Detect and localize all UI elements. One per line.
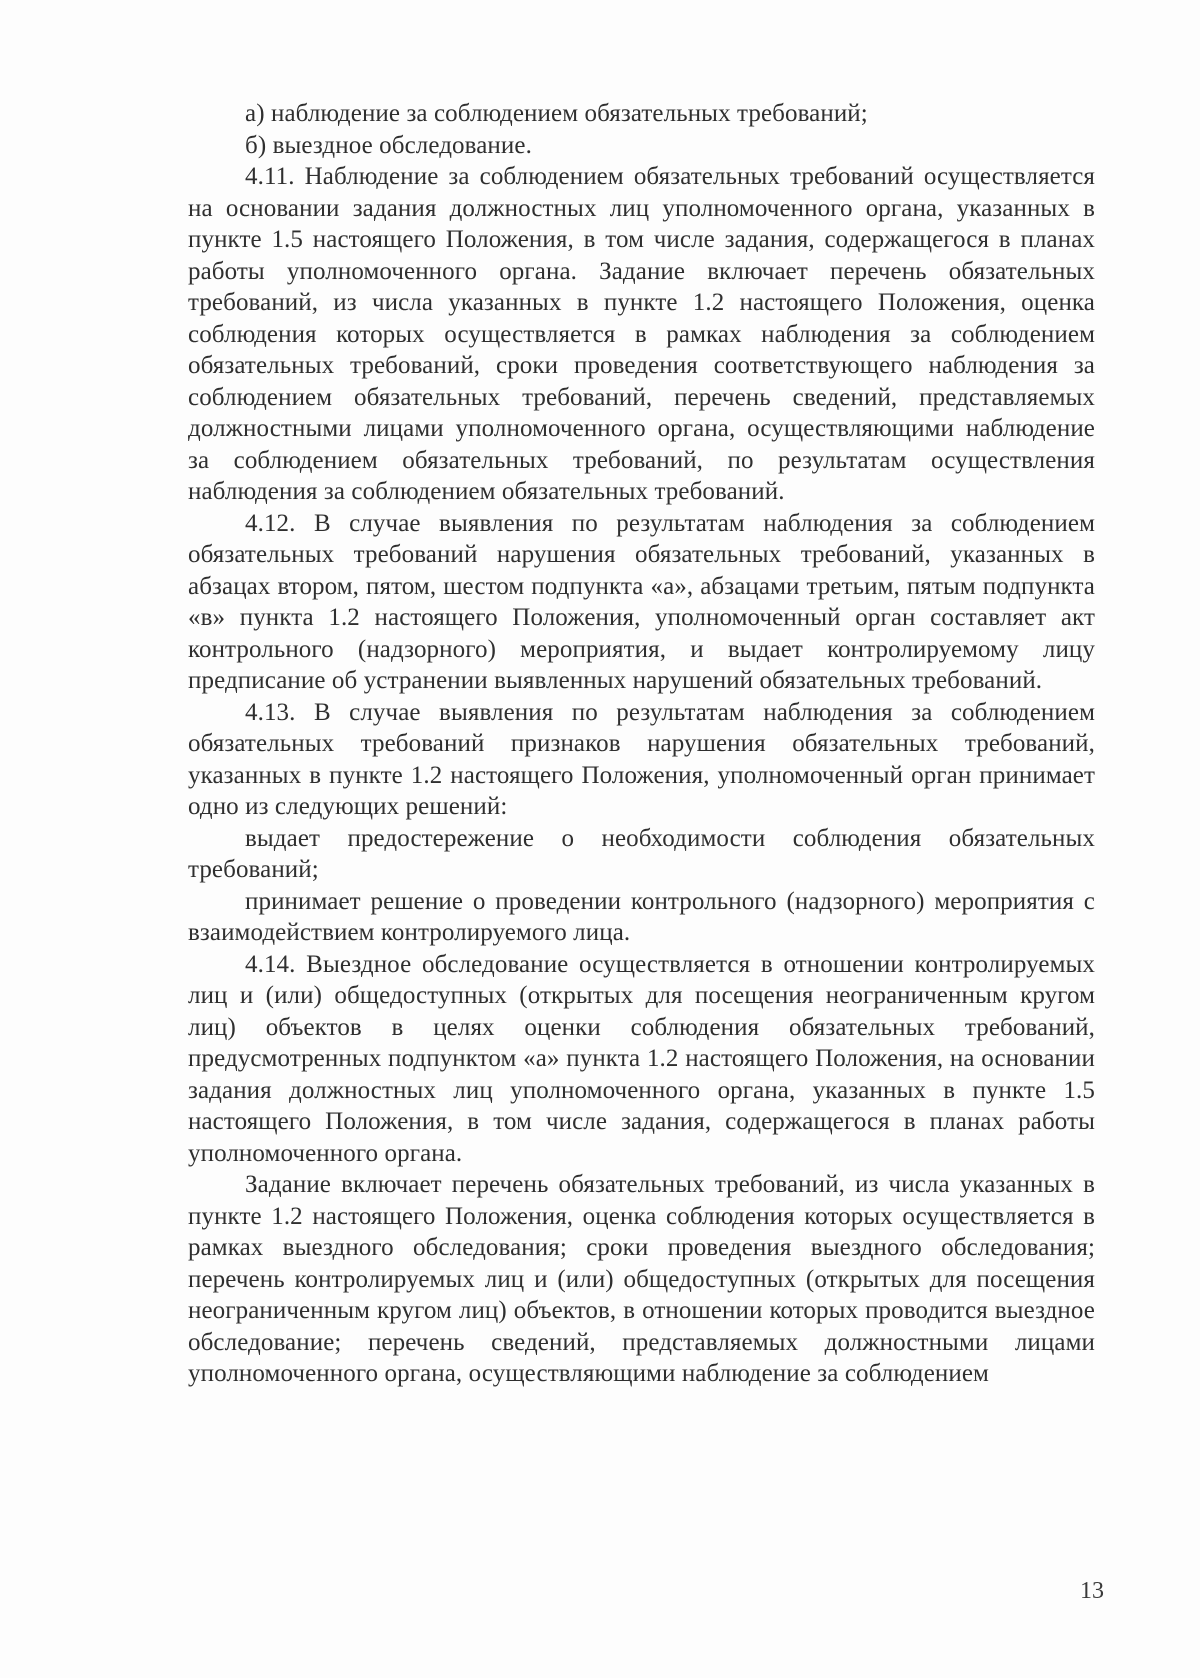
paragraph-4-13: 4.13. В случае выявления по результатам наблюдения за соблюдением обязательных требований признаков нарушения обязательных требований, указанных в пункте 1.2 настоящего Положения, уполномоченный орган принимает одно из следующих решений: <box>188 698 1095 820</box>
paragraph-4-11: 4.11. Наблюдение за соблюдением обязательных требований осуществляется на основании задания должностных лиц уполномоченного органа, указанных в пункте 1.5 настоящего Положения, в том числе задания, содержащегося в планах работы уполномоченного органа. Задание включает перечень обязательных требований, из числа указанных в пункте 1.2 настоящего Положения, оценка соблюдения которых осуществляется в рамках наблюдения за соблюдением обязательных требований, сроки проведения соответствующего наблюдения за соблюдением обязательных требований, перечень сведений, представляемых должностными лицами уполномоченного органа, осуществляющими наблюдение за соблюдением обязательных требований, по результатам осуществления наблюдения за соблюдением обязательных требований. <box>188 163 1095 505</box>
document-body <box>188 98 1095 1390</box>
paragraph-task-contents: Задание включает перечень обязательных требований, из числа указанных в пункте 1.2 настоящего Положения, оценка соблюдения которых осуществляется в рамках выездного обследования; сроки проведения выездного обследования; перечень контролируемых лиц и (или) общедоступных (открытых для посещения неограниченным кругом лиц) объектов, в отношении которых проводится выездное обследование; перечень сведений, представляемых должностными лицами уполномоченного органа, осуществляющими наблюдение за соблюдением <box>188 1171 1095 1387</box>
paragraph-4-12: 4.12. В случае выявления по результатам наблюдения за соблюдением обязательных требований нарушения обязательных требований, указанных в абзацах втором, пятом, шестом подпункта «а», абзацами третьим, пятым подпункта «в» пункта 1.2 настоящего Положения, уполномоченный орган составляет акт контрольного (надзорного) мероприятия, и выдает контролируемому лицу предписание об устранении выявленных нарушений обязательных требований. <box>188 509 1095 694</box>
paragraph-4-13-option-1: выдает предостережение о необходимости соблюдения обязательных требований; <box>188 824 1095 883</box>
paragraph-item-a: а) наблюдение за соблюдением обязательных требований; <box>245 100 868 127</box>
paragraph-4-13-option-2: принимает решение о проведении контрольного (надзорного) мероприятия с взаимодействием контролируемого лица. <box>188 887 1095 946</box>
paragraph-4-14: 4.14. Выездное обследование осуществляется в отношении контролируемых лиц и (или) общедоступных (открытых для посещения неограниченным кругом лиц) объектов в целях оценки соблюдения обязательных требований, предусмотренных подпунктом «а» пункта 1.2 настоящего Положения, на основании задания должностных лиц уполномоченного органа, указанных в пункте 1.5 настоящего Положения, в том числе задания, содержащегося в планах работы уполномоченного органа. <box>188 950 1095 1167</box>
paragraph-item-b: б) выездное обследование. <box>245 131 532 159</box>
page-number: 13 <box>1080 1578 1104 1604</box>
